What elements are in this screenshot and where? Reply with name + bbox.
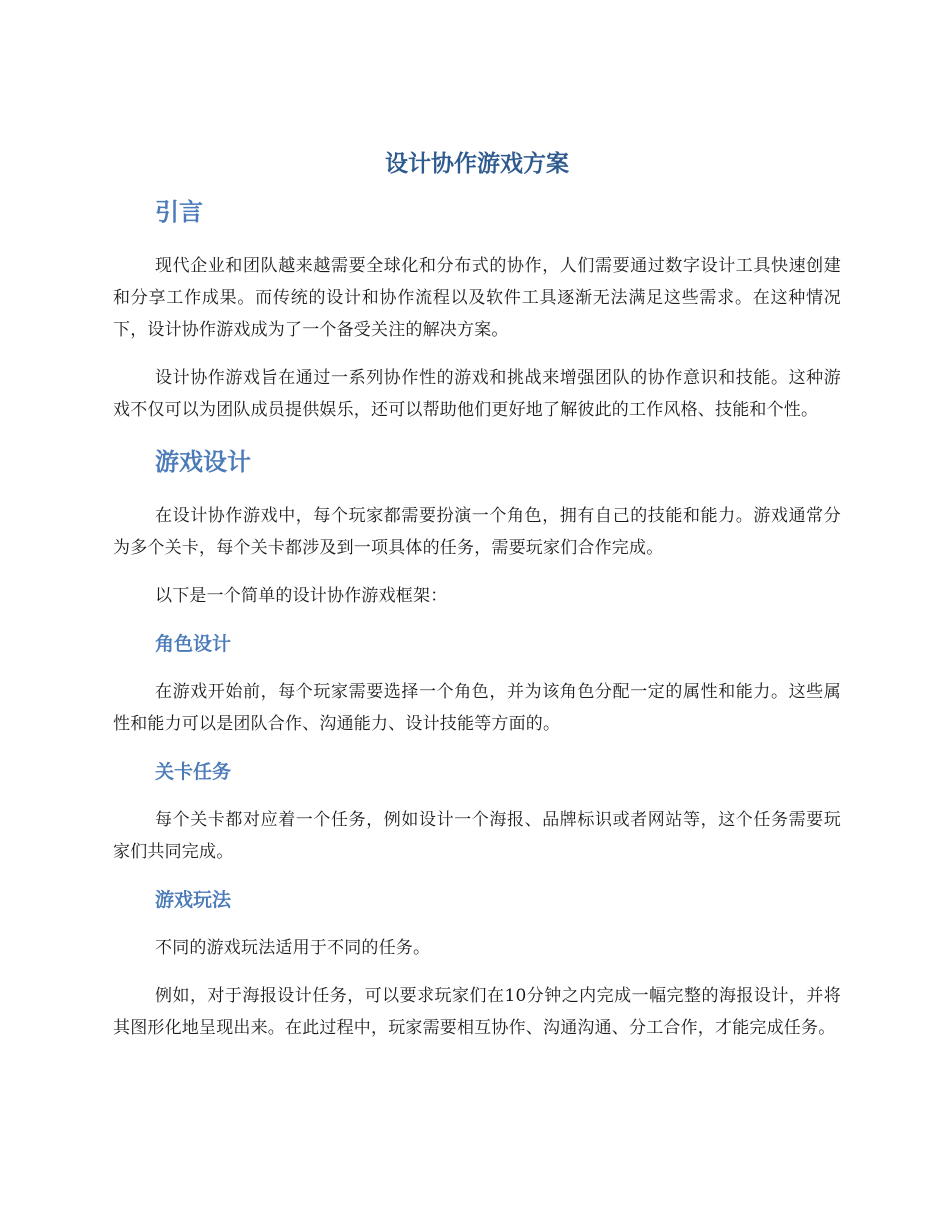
role-design-paragraph: 在游戏开始前，每个玩家需要选择一个角色，并为该角色分配一定的属性和能力。这些属性和能力可以是团队合作、沟通能力、设计技能等方面的。 (113, 682, 841, 734)
level-tasks-paragraph: 每个关卡都对应着一个任务，例如设计一个海报、品牌标识或者网站等，这个任务需要玩家们共同完成。 (113, 810, 841, 862)
gameplay-paragraph-1: 不同的游戏玩法适用于不同的任务。 (155, 938, 431, 958)
document-title: 设计协作游戏方案 (385, 151, 569, 177)
game-design-paragraph-1: 在设计协作游戏中，每个玩家都需要扮演一个角色，拥有自己的技能和能力。游戏通常分为多个关卡，每个关卡都涉及到一项具体的任务，需要玩家们合作完成。 (113, 506, 841, 558)
document-page (113, 146, 841, 1060)
section-heading-game-design: 游戏设计 (155, 448, 251, 476)
intro-paragraph-2: 设计协作游戏旨在通过一系列协作性的游戏和挑战来增强团队的协作意识和技能。这种游戏不仅可以为团队成员提供娱乐，还可以帮助他们更好地了解彼此的工作风格、技能和个性。 (113, 368, 841, 420)
subsection-heading-gameplay: 游戏玩法 (155, 889, 232, 911)
section-heading-intro: 引言 (155, 198, 203, 226)
game-design-paragraph-2: 以下是一个简单的设计协作游戏框架： (155, 586, 448, 606)
gameplay-paragraph-2: 例如，对于海报设计任务，可以要求玩家们在10分钟之内完成一幅完整的海报设计，并将其图形化地呈现出来。在此过程中，玩家需要相互协作、沟通沟通、分工合作，才能完成任务。 (113, 986, 841, 1038)
subsection-heading-role-design: 角色设计 (155, 633, 232, 655)
subsection-heading-level-tasks: 关卡任务 (155, 761, 232, 783)
intro-paragraph-1: 现代企业和团队越来越需要全球化和分布式的协作，人们需要通过数字设计工具快速创建和分享工作成果。而传统的设计和协作流程以及软件工具逐渐无法满足这些需求。在这种情况下，设计协作游戏成为了一个备受关注的解决方案。 (113, 256, 841, 340)
